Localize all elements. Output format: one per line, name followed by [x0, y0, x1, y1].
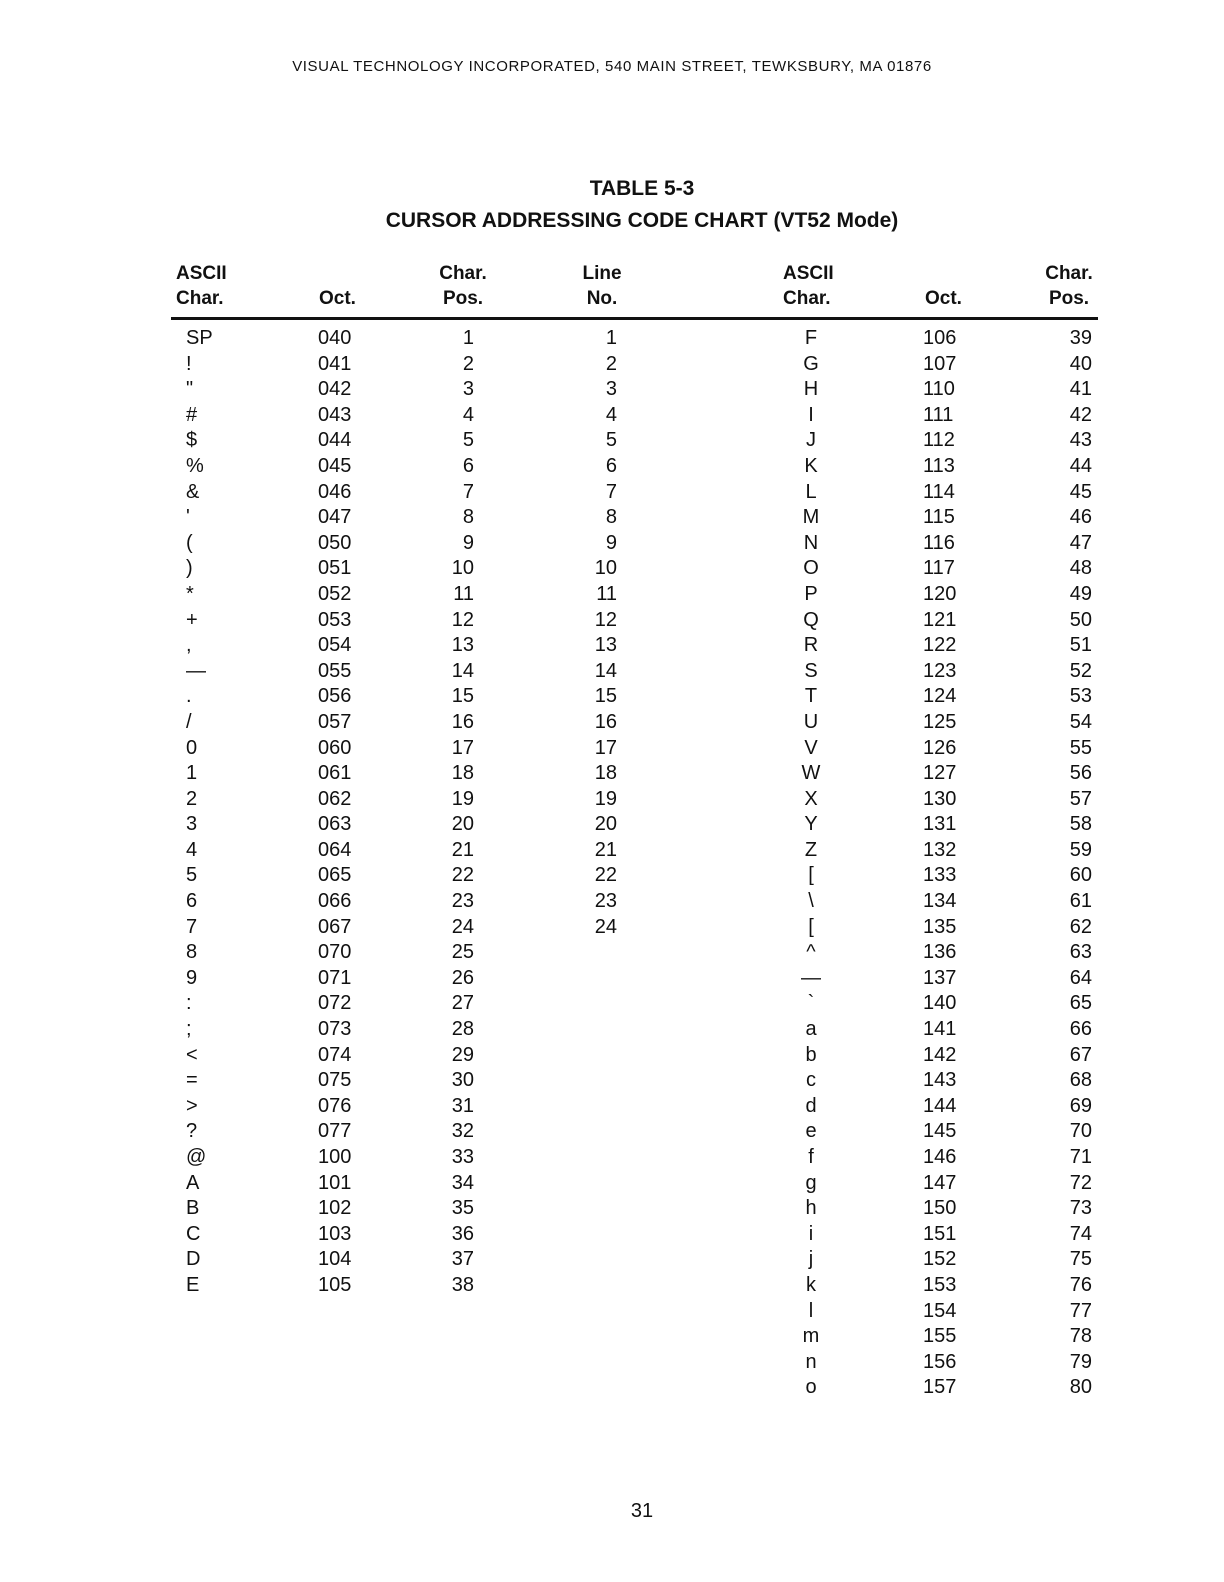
char-pos-cell: 78 [1069, 1325, 1092, 1348]
char-pos-cell: 80 [1069, 1376, 1092, 1399]
octal-cell: 101 [318, 1171, 352, 1194]
ascii-char-cell: Z [804, 838, 818, 861]
col-header-ascii-char-2: ASCII Char. [783, 263, 834, 309]
octal-cell: 104 [318, 1248, 352, 1271]
octal-cell: 042 [318, 378, 352, 401]
octal-cell: 151 [923, 1222, 957, 1245]
line-no-cell: 24 [594, 915, 617, 938]
char-pos-cell: 3 [462, 378, 474, 401]
char-pos-cell: 56 [1069, 762, 1092, 785]
ascii-char-cell: S [804, 659, 818, 682]
char-pos-cell: 69 [1069, 1094, 1092, 1117]
line-no-cell: 20 [594, 813, 617, 836]
char-pos-cell: 7 [462, 480, 474, 503]
left-octal-column [318, 326, 351, 1299]
char-pos-cell: 16 [451, 710, 474, 733]
ascii-char-cell: V [804, 736, 818, 759]
char-pos-cell: 24 [451, 915, 474, 938]
ascii-char-cell: ^ [806, 941, 816, 964]
char-pos-cell: 47 [1069, 531, 1092, 554]
line-no-cell: 23 [594, 890, 617, 913]
char-pos-cell: 49 [1069, 582, 1092, 605]
line-no-cell: 2 [605, 352, 617, 375]
ascii-char-cell: J [806, 429, 816, 452]
octal-cell: 142 [923, 1043, 957, 1066]
char-pos-cell: 31 [451, 1094, 474, 1117]
ascii-char-cell: . [186, 685, 192, 708]
octal-cell: 152 [923, 1248, 957, 1271]
ascii-char-cell: o [805, 1376, 817, 1399]
line-no-cell: 8 [605, 506, 617, 529]
octal-cell: 065 [318, 864, 352, 887]
char-pos-cell: 54 [1069, 710, 1092, 733]
char-pos-cell: 15 [451, 685, 474, 708]
octal-cell: 041 [318, 352, 352, 375]
char-pos-cell: 2 [462, 352, 474, 375]
char-pos-cell: 10 [451, 557, 474, 580]
octal-cell: 114 [923, 480, 955, 503]
char-pos-cell: 59 [1069, 838, 1092, 861]
line-no-cell: 1 [605, 327, 617, 349]
char-pos-cell: 17 [451, 736, 474, 759]
table-title: TABLE 5-3 [589, 177, 695, 200]
line-no-cell: 18 [594, 762, 617, 785]
ascii-char-cell: n [805, 1350, 817, 1373]
line-no-cell: 12 [594, 608, 617, 631]
ascii-char-cell: 5 [186, 864, 198, 887]
ascii-char-cell: U [803, 710, 819, 733]
line-no-cell: 21 [594, 838, 617, 861]
octal-cell: 047 [318, 506, 352, 529]
ascii-char-cell: 2 [186, 787, 198, 810]
char-pos-cell: 57 [1069, 787, 1092, 810]
octal-cell: 073 [318, 1018, 352, 1041]
char-pos-cell: 45 [1069, 480, 1092, 503]
char-pos-cell: 73 [1069, 1197, 1092, 1220]
ascii-char-cell: ` [807, 992, 815, 1015]
octal-cell: 076 [318, 1094, 352, 1117]
char-pos-cell: 75 [1069, 1248, 1092, 1271]
octal-cell: 123 [923, 659, 957, 682]
char-pos-cell: 34 [451, 1171, 474, 1194]
char-pos-cell: 5 [462, 429, 474, 452]
line-no-cell: 9 [605, 531, 617, 554]
char-pos-cell: 77 [1069, 1299, 1092, 1322]
char-pos-cell: 29 [451, 1043, 474, 1066]
char-pos-cell: 19 [451, 787, 474, 810]
octal-cell: 113 [923, 454, 955, 477]
octal-cell: 146 [923, 1146, 957, 1168]
ascii-char-cell: m [802, 1325, 820, 1348]
octal-cell: 074 [318, 1043, 352, 1066]
char-pos-cell: 1 [462, 327, 474, 349]
ascii-char-cell: T [804, 685, 818, 708]
octal-cell: 120 [923, 582, 957, 605]
octal-cell: 121 [923, 608, 957, 631]
char-pos-cell: 23 [451, 890, 474, 913]
ascii-char-cell: — [801, 966, 821, 989]
col-header-oct-2: Oct. [925, 288, 962, 309]
char-pos-cell: 79 [1069, 1350, 1092, 1373]
ascii-char-cell: j [808, 1248, 814, 1271]
char-pos-cell: 51 [1069, 634, 1092, 657]
octal-cell: 122 [923, 634, 957, 657]
line-no-cell: 3 [605, 378, 617, 401]
ascii-char-cell: M [802, 506, 820, 529]
ascii-char-cell: > [186, 1094, 198, 1117]
ascii-char-cell: D [186, 1248, 201, 1271]
ascii-char-cell: ' [186, 506, 190, 529]
char-pos-cell: 48 [1069, 557, 1092, 580]
octal-cell: 144 [923, 1094, 957, 1117]
ascii-char-cell: / [186, 710, 192, 733]
col-header-char-pos-1: Char. Pos. [439, 263, 487, 309]
ascii-char-cell: R [803, 634, 819, 657]
ascii-char-cell: A [186, 1171, 200, 1194]
octal-cell: 071 [318, 966, 352, 989]
octal-cell: 067 [318, 915, 352, 938]
ascii-char-cell: 1 [186, 762, 198, 785]
ascii-char-cell: b [805, 1043, 817, 1066]
ascii-char-cell: 9 [186, 966, 198, 989]
char-pos-cell: 50 [1069, 608, 1092, 631]
ascii-char-cell: [ [808, 864, 814, 887]
octal-cell: 110 [923, 378, 955, 401]
ascii-char-cell: ; [186, 1018, 192, 1041]
char-pos-cell: 65 [1069, 992, 1092, 1015]
ascii-char-cell: @ [186, 1146, 207, 1168]
octal-cell: 043 [318, 403, 352, 426]
octal-cell: 156 [923, 1350, 957, 1373]
char-pos-cell: 35 [451, 1197, 474, 1220]
ascii-char-cell: I [808, 403, 814, 426]
page-header: VISUAL TECHNOLOGY INCORPORATED, 540 MAIN STREET, TEWKSBURY, MA 01876 [292, 58, 932, 75]
ascii-char-cell: c [806, 1069, 816, 1092]
char-pos-cell: 28 [451, 1018, 474, 1041]
octal-cell: 112 [923, 429, 955, 452]
octal-cell: 105 [318, 1273, 352, 1296]
ascii-char-cell: L [805, 480, 817, 503]
octal-cell: 131 [923, 813, 957, 836]
left-char-pos-column [420, 326, 474, 1299]
octal-cell: 061 [318, 762, 352, 785]
ascii-char-cell: i [808, 1222, 814, 1245]
char-pos-cell: 38 [451, 1273, 474, 1296]
octal-cell: 057 [318, 710, 352, 733]
octal-cell: 060 [318, 736, 352, 759]
octal-cell: 075 [318, 1069, 352, 1092]
ascii-char-cell: K [804, 454, 818, 477]
char-pos-cell: 22 [451, 864, 474, 887]
line-no-cell: 4 [605, 403, 617, 426]
octal-cell: 115 [923, 506, 955, 529]
octal-cell: 054 [318, 634, 352, 657]
col-header-oct-1: Oct. [319, 288, 356, 309]
char-pos-cell: 43 [1069, 429, 1092, 452]
ascii-char-cell: O [803, 557, 819, 580]
ascii-char-cell: G [803, 352, 819, 375]
octal-cell: 072 [318, 992, 352, 1015]
ascii-char-cell: & [186, 480, 200, 503]
char-pos-cell: 8 [462, 506, 474, 529]
ascii-char-cell: — [186, 659, 206, 682]
line-no-cell: 22 [594, 864, 617, 887]
left-ascii-char-column [186, 326, 213, 1299]
ascii-char-cell: k [806, 1273, 816, 1296]
ascii-char-cell: g [805, 1171, 817, 1194]
octal-cell: 150 [923, 1197, 957, 1220]
octal-cell: 116 [923, 531, 955, 554]
char-pos-cell: 74 [1069, 1222, 1092, 1245]
col-header-line-no: Line No. [582, 263, 622, 309]
char-pos-cell: 46 [1069, 506, 1092, 529]
ascii-char-cell: l [808, 1299, 814, 1322]
char-pos-cell: 9 [462, 531, 474, 554]
ascii-char-cell: P [804, 582, 818, 605]
ascii-char-cell: , [186, 634, 192, 657]
octal-cell: 062 [318, 787, 352, 810]
ascii-char-cell: * [186, 582, 194, 605]
char-pos-cell: 70 [1069, 1120, 1092, 1143]
col-header-ascii-char-1: ASCII Char. [176, 263, 227, 309]
octal-cell: 143 [923, 1069, 957, 1092]
octal-cell: 103 [318, 1222, 352, 1245]
ascii-char-cell: \ [808, 890, 814, 913]
char-pos-cell: 41 [1069, 378, 1092, 401]
octal-cell: 077 [318, 1120, 352, 1143]
octal-cell: 106 [923, 327, 957, 349]
char-pos-cell: 68 [1069, 1069, 1092, 1092]
octal-cell: 056 [318, 685, 352, 708]
octal-cell: 157 [923, 1376, 957, 1399]
ascii-char-cell: : [186, 992, 192, 1015]
ascii-char-cell: 6 [186, 890, 198, 913]
octal-cell: 051 [318, 557, 352, 580]
ascii-char-cell: f [808, 1146, 814, 1168]
ascii-char-cell: SP [186, 327, 213, 349]
ascii-char-cell: W [801, 762, 821, 785]
char-pos-cell: 32 [451, 1120, 474, 1143]
char-pos-cell: 20 [451, 813, 474, 836]
char-pos-cell: 21 [451, 838, 474, 861]
char-pos-cell: 64 [1069, 966, 1092, 989]
table-subtitle: CURSOR ADDRESSING CODE CHART (VT52 Mode) [385, 209, 899, 232]
octal-cell: 111 [923, 403, 954, 426]
char-pos-cell: 63 [1069, 941, 1092, 964]
ascii-char-cell: Y [804, 813, 818, 836]
octal-cell: 044 [318, 429, 352, 452]
ascii-char-cell: % [186, 454, 204, 477]
ascii-char-cell: ! [186, 352, 192, 375]
octal-cell: 063 [318, 813, 352, 836]
right-ascii-char-column [794, 326, 828, 1401]
char-pos-cell: 6 [462, 454, 474, 477]
octal-cell: 133 [923, 864, 957, 887]
line-no-cell: 6 [605, 454, 617, 477]
octal-cell: 134 [923, 890, 957, 913]
char-pos-cell: 25 [451, 941, 474, 964]
char-pos-cell: 18 [451, 762, 474, 785]
octal-cell: 137 [923, 966, 957, 989]
line-no-cell: 15 [594, 685, 617, 708]
octal-cell: 124 [923, 685, 957, 708]
octal-cell: 045 [318, 454, 352, 477]
ascii-char-cell: F [804, 327, 818, 349]
char-pos-cell: 53 [1069, 685, 1092, 708]
ascii-char-cell: ( [186, 531, 193, 554]
ascii-char-cell: " [186, 378, 194, 401]
octal-cell: 154 [923, 1299, 957, 1322]
octal-cell: 064 [318, 838, 352, 861]
char-pos-cell: 67 [1069, 1043, 1092, 1066]
octal-cell: 145 [923, 1120, 957, 1143]
octal-cell: 117 [923, 557, 955, 580]
char-pos-cell: 55 [1069, 736, 1092, 759]
right-octal-column [923, 326, 956, 1401]
ascii-char-cell: [ [808, 915, 814, 938]
ascii-char-cell: X [804, 787, 818, 810]
char-pos-cell: 37 [451, 1248, 474, 1271]
line-no-column [562, 326, 617, 940]
char-pos-cell: 52 [1069, 659, 1092, 682]
ascii-char-cell: 4 [186, 838, 198, 861]
ascii-char-cell: # [186, 403, 198, 426]
ascii-char-cell: 0 [186, 736, 198, 759]
octal-cell: 046 [318, 480, 352, 503]
char-pos-cell: 44 [1069, 454, 1092, 477]
line-no-cell: 5 [605, 429, 617, 452]
octal-cell: 100 [318, 1146, 352, 1168]
ascii-char-cell: $ [186, 429, 198, 452]
header-rule [171, 317, 1098, 320]
char-pos-cell: 76 [1069, 1273, 1092, 1296]
octal-cell: 126 [923, 736, 957, 759]
char-pos-cell: 30 [451, 1069, 474, 1092]
octal-cell: 147 [923, 1171, 957, 1194]
line-no-cell: 13 [594, 634, 617, 657]
octal-cell: 140 [923, 992, 957, 1015]
char-pos-cell: 62 [1069, 915, 1092, 938]
right-char-pos-column [1034, 326, 1092, 1401]
ascii-char-cell: ? [186, 1120, 198, 1143]
line-no-cell: 19 [594, 787, 617, 810]
ascii-char-cell: H [803, 378, 819, 401]
char-pos-cell: 71 [1069, 1146, 1092, 1168]
line-no-cell: 16 [594, 710, 617, 733]
octal-cell: 125 [923, 710, 957, 733]
char-pos-cell: 12 [451, 608, 474, 631]
char-pos-cell: 40 [1069, 352, 1092, 375]
char-pos-cell: 61 [1069, 890, 1092, 913]
ascii-char-cell: h [805, 1197, 817, 1220]
ascii-char-cell: a [805, 1018, 817, 1041]
line-no-cell: 7 [605, 480, 617, 503]
ascii-char-cell: N [803, 531, 819, 554]
octal-cell: 130 [923, 787, 957, 810]
line-no-cell: 11 [596, 582, 617, 605]
char-pos-cell: 42 [1069, 403, 1092, 426]
ascii-char-cell: E [186, 1273, 200, 1296]
ascii-char-cell: + [186, 608, 198, 631]
ascii-char-cell: 8 [186, 941, 198, 964]
octal-cell: 153 [923, 1273, 957, 1296]
ascii-char-cell: < [186, 1043, 198, 1066]
ascii-char-cell: 3 [186, 813, 198, 836]
octal-cell: 102 [318, 1197, 352, 1220]
char-pos-cell: 27 [451, 992, 474, 1015]
line-no-cell: 17 [594, 736, 617, 759]
char-pos-cell: 4 [462, 403, 474, 426]
ascii-char-cell: ) [186, 557, 193, 580]
char-pos-cell: 36 [451, 1222, 474, 1245]
char-pos-cell: 39 [1069, 327, 1092, 349]
line-no-cell: 10 [594, 557, 617, 580]
page-number: 31 [630, 1500, 654, 1522]
char-pos-cell: 11 [453, 582, 474, 605]
line-no-cell: 14 [594, 659, 617, 682]
octal-cell: 052 [318, 582, 352, 605]
char-pos-cell: 72 [1069, 1171, 1092, 1194]
char-pos-cell: 60 [1069, 864, 1092, 887]
octal-cell: 155 [923, 1325, 957, 1348]
char-pos-cell: 33 [451, 1146, 474, 1168]
char-pos-cell: 66 [1069, 1018, 1092, 1041]
char-pos-cell: 13 [451, 634, 474, 657]
octal-cell: 050 [318, 531, 352, 554]
ascii-char-cell: Q [803, 608, 819, 631]
octal-cell: 055 [318, 659, 352, 682]
octal-cell: 127 [923, 762, 957, 785]
char-pos-cell: 58 [1069, 813, 1092, 836]
octal-cell: 040 [318, 327, 352, 349]
ascii-char-cell: B [186, 1197, 200, 1220]
octal-cell: 132 [923, 838, 957, 861]
octal-cell: 066 [318, 890, 352, 913]
octal-cell: 107 [923, 352, 957, 375]
char-pos-cell: 14 [451, 659, 474, 682]
ascii-char-cell: C [186, 1222, 201, 1245]
ascii-char-cell: = [186, 1069, 198, 1092]
octal-cell: 070 [318, 941, 352, 964]
octal-cell: 136 [923, 941, 957, 964]
col-header-char-pos-2: Char. Pos. [1045, 263, 1093, 309]
ascii-char-cell: d [805, 1094, 817, 1117]
octal-cell: 141 [923, 1018, 957, 1041]
char-pos-cell: 26 [451, 966, 474, 989]
ascii-char-cell: e [805, 1120, 817, 1143]
ascii-char-cell: 7 [186, 915, 198, 938]
octal-cell: 053 [318, 608, 352, 631]
octal-cell: 135 [923, 915, 957, 938]
